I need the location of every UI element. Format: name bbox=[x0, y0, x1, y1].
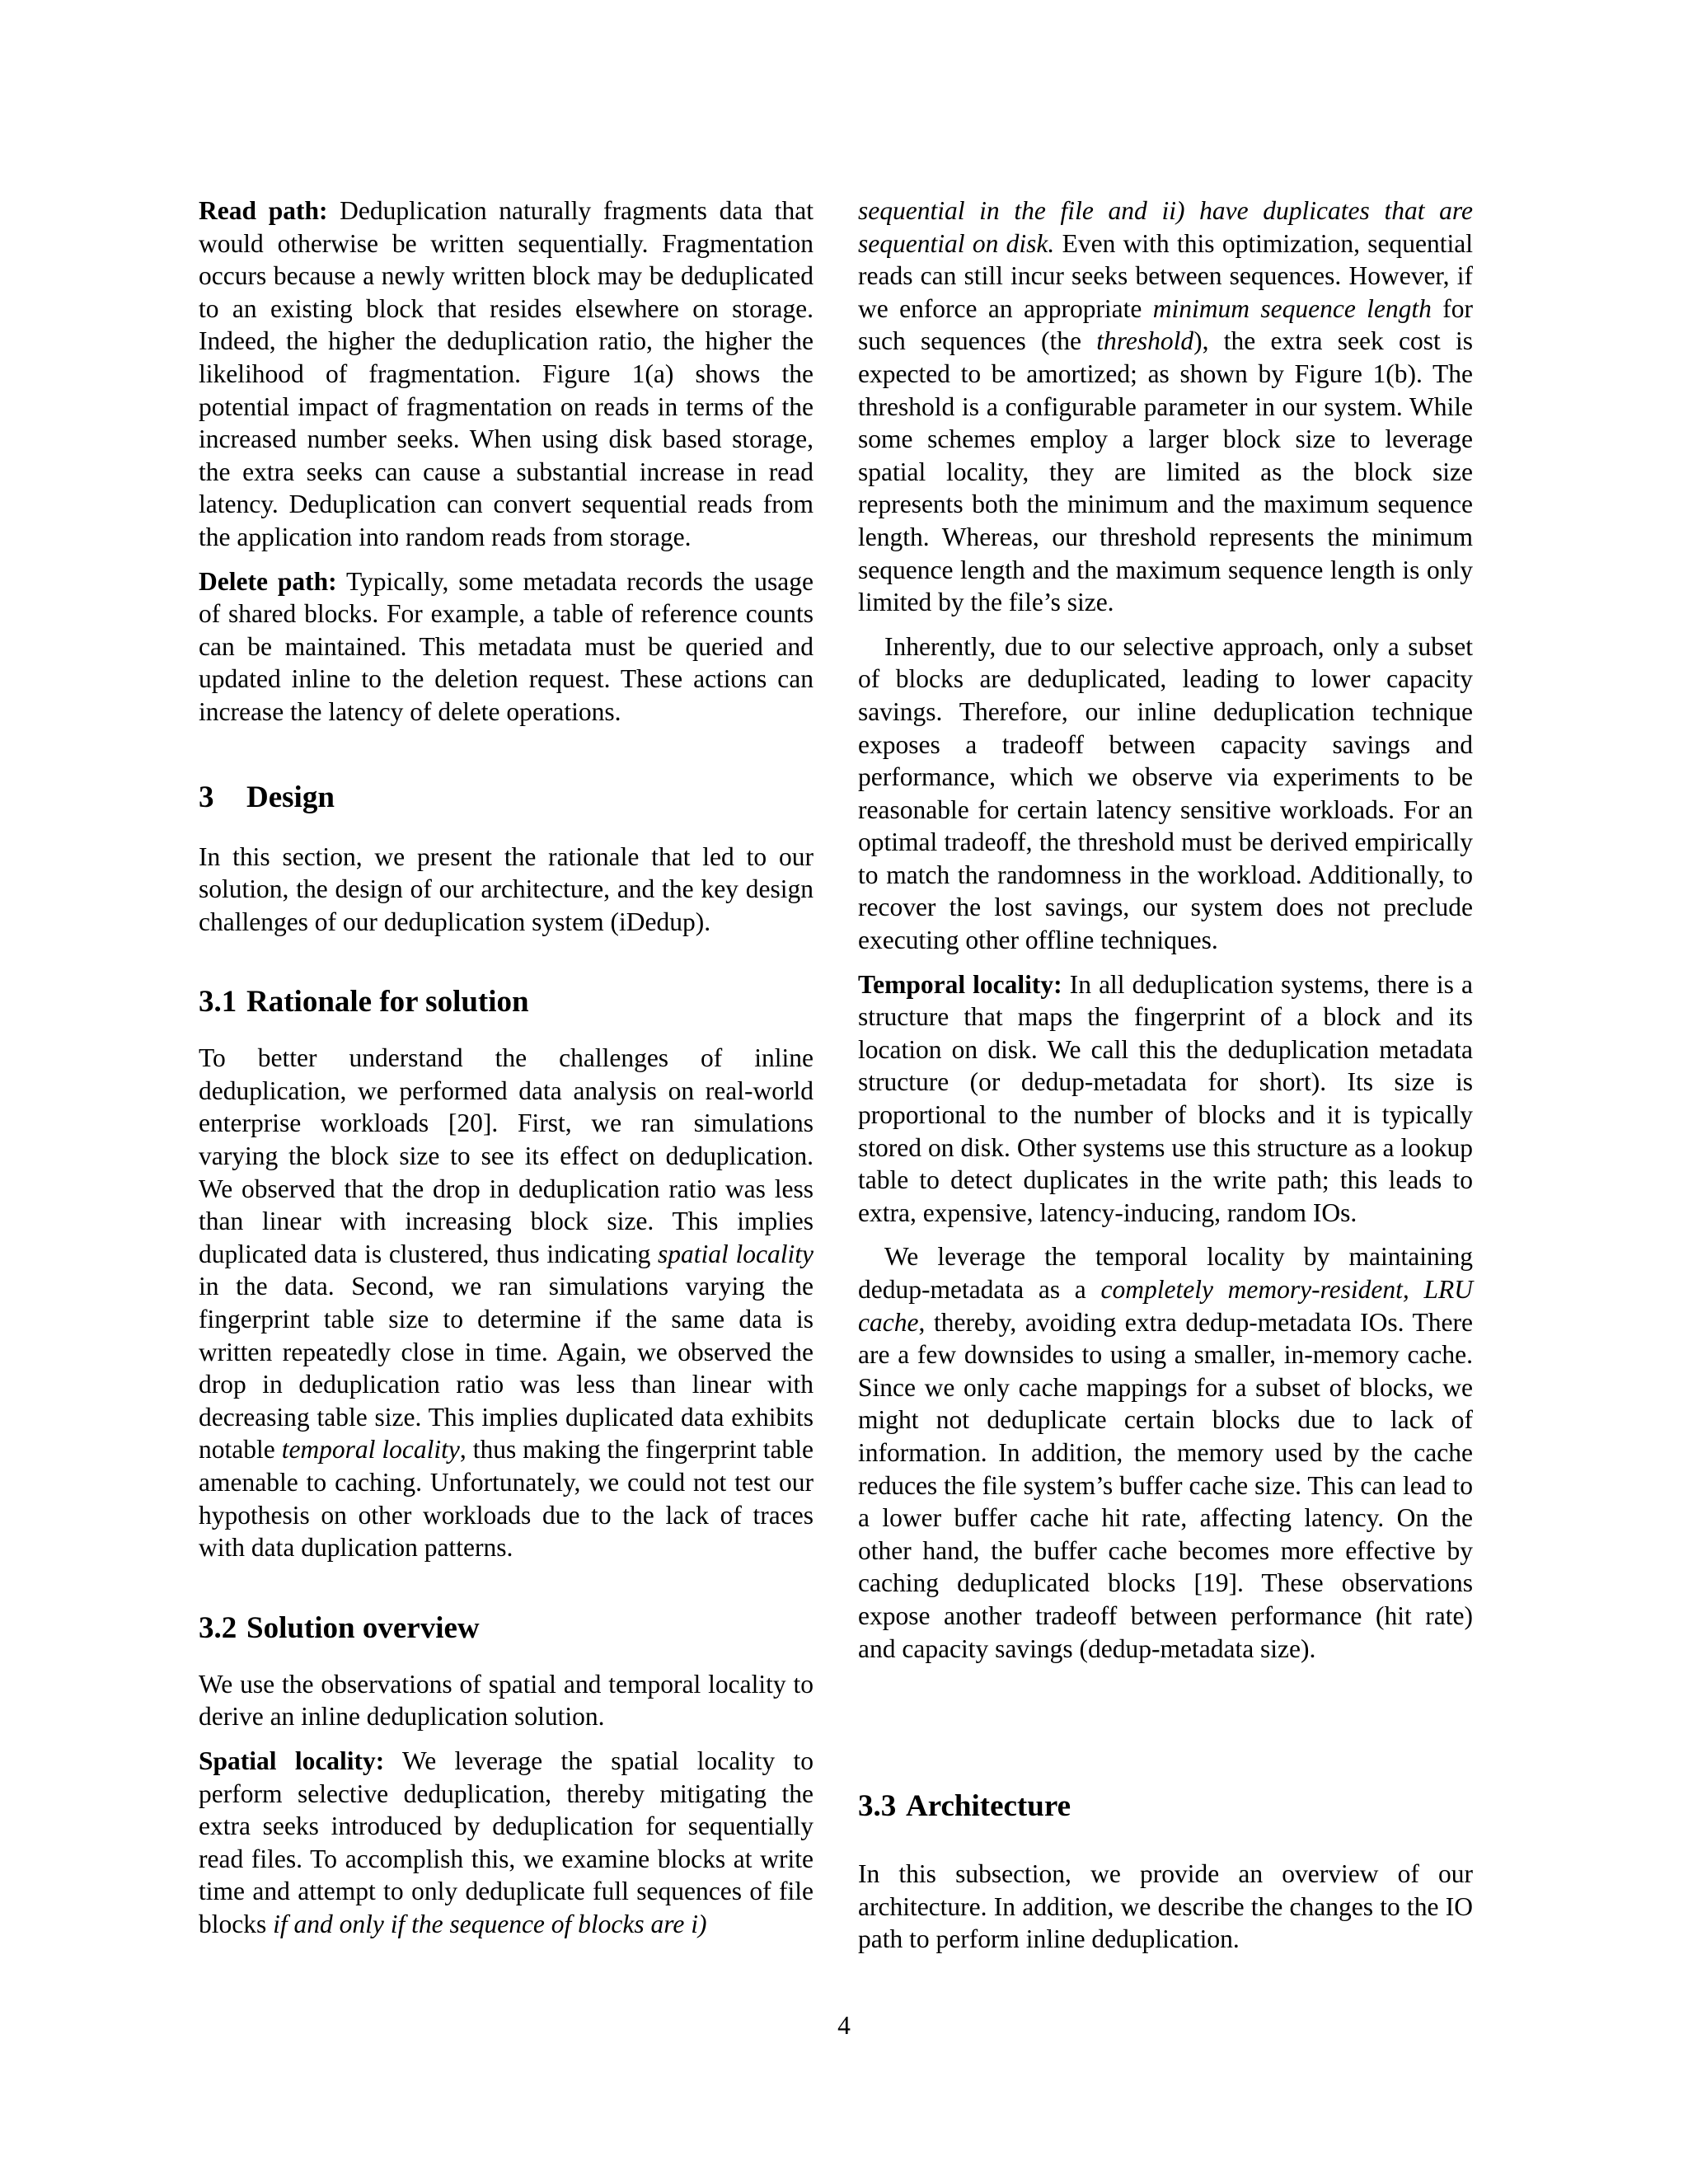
section-3-2-title: Solution overview bbox=[246, 1610, 480, 1645]
section-3-number: 3 bbox=[199, 780, 214, 814]
section-3-3-number: 3.3 bbox=[858, 1789, 897, 1824]
temporal-locality-label: Temporal locality: bbox=[858, 969, 1062, 999]
continued-text-b: for such sequences (the bbox=[858, 293, 1473, 356]
section-3-3-heading bbox=[858, 1788, 1473, 1825]
delete-path-paragraph bbox=[199, 565, 814, 729]
read-path-label: Read path: bbox=[199, 196, 328, 225]
leverage-em-cache: completely memory-resident, LRU cache bbox=[858, 1275, 1473, 1337]
continued-em-threshold: threshold bbox=[1096, 326, 1194, 356]
section-3-heading bbox=[199, 780, 814, 816]
spatial-locality-text: We leverage the spatial locality to perform selective deduplication, thereby mitigating the extra seeks introduced by deduplication for sequentially read files. To accomplish this, we examine blocks at write time and attempt to only deduplicate full sequences of file blocks bbox=[199, 1746, 814, 1938]
rationale-paragraph bbox=[199, 1042, 814, 1564]
spatial-locality-label: Spatial locality: bbox=[199, 1746, 385, 1775]
read-path-text: Deduplication naturally fragments data that would otherwise be written sequentially. Fragmentation occurs because a newly written block may be deduplicated to an existing block that resides elsewhere on storage. Indeed, the higher the deduplication ratio, the higher the likelihood of fragmentation. Figure 1(a) shows the potential impact of fragmentation on reads in terms of the increased number seeks. When using disk based storage, the extra seeks can cause a substantial increase in read latency. Deduplication can convert sequential reads from the application into random reads from storage. bbox=[199, 196, 814, 551]
section-3-title: Design bbox=[246, 780, 335, 814]
section-3-2-number: 3.2 bbox=[199, 1610, 237, 1645]
leverage-text-b: , thereby, avoiding extra dedup-metadata IOs. There are a few downsides to using a smaller, in-memory cache. Since we only cache mappings for a subset of blocks, we might not deduplicate certain blocks due to lack of information. In addition, the memory used by the cache reduces the file system’s buffer cache size. This can lead to a lower buffer cache hit rate, affecting latency. On the other hand, the buffer cache becomes more effective by caching deduplicated blocks [19]. These observations expose another tradeoff between performance (hit rate) and capacity savings (dedup-metadata size). bbox=[858, 1307, 1473, 1663]
delete-path-text: Typically, some metadata records the usage of shared blocks. For example, a table of reference counts can be maintained. This metadata must be queried and updated inline to the deletion request. These actions can increase the latency of delete operations. bbox=[199, 566, 814, 726]
leverage-text-a: We leverage the temporal locality by maintaining dedup-metadata as a bbox=[858, 1242, 1473, 1304]
section-3-1-number: 3.1 bbox=[199, 985, 237, 1019]
spatial-locality-continued bbox=[858, 194, 1473, 619]
delete-path-label: Delete path: bbox=[199, 566, 337, 596]
right-column bbox=[858, 194, 1473, 1967]
page-number: 4 bbox=[837, 2011, 851, 2040]
left-column bbox=[199, 194, 814, 1952]
rationale-em-temporal: temporal locality bbox=[281, 1435, 460, 1465]
section-3-1-heading bbox=[199, 984, 814, 1020]
spatial-locality-em: if and only if the sequence of blocks are i) bbox=[273, 1909, 707, 1938]
section-3-intro: In this section, we present the rationale that led to our solution, the design of our architecture, and the key design challenges of our deduplication system (iDedup). bbox=[199, 841, 814, 936]
architecture-intro: In this subsection, we provide an overview of our architecture. In addition, we describe the changes to the IO path to perform inline deduplication. bbox=[858, 1859, 1473, 1954]
rationale-text-2: in the data. Second, we ran simulations varying the fingerprint table size to determine if the same data is written repeatedly close in time. Again, we observed the drop in deduplication ratio was less than linear with decreasing table size. This implies duplicated data exhibits notable bbox=[199, 1272, 814, 1465]
inherently-paragraph: Inherently, due to our selective approach, only a subset of blocks are deduplicated, leading to lower capacity savings. Therefore, our inline deduplication technique exposes a tradeoff between capacity savings and performance, which we observe via experiments to be reasonable for certain latency sensitive workloads. For an optimal tradeoff, the threshold must be derived empirically to match the randomness in the workload. Additionally, to recover the lost savings, our system does not preclude executing other offline techniques. bbox=[858, 631, 1473, 955]
continued-em-min-seq: minimum sequence length bbox=[1152, 293, 1432, 323]
leverage-paragraph bbox=[858, 1240, 1473, 1665]
section-3-1-title: Rationale for solution bbox=[246, 985, 529, 1019]
spatial-locality-paragraph bbox=[199, 1745, 814, 1941]
rationale-em-spatial: spatial locality bbox=[658, 1239, 814, 1268]
read-path-paragraph bbox=[199, 194, 814, 554]
section-3-3-title: Architecture bbox=[906, 1789, 1071, 1824]
temporal-locality-paragraph bbox=[858, 968, 1473, 1230]
temporal-locality-text: In all deduplication systems, there is a structure that maps the fingerprint of a block and its location on disk. We call this the deduplication metadata structure (or dedup-metadata for short). Its size is proportional to the number of blocks and it is typically stored on disk. Other systems use this structure as a lookup table to detect duplicates in the write path; this leads to extra, expensive, latency-inducing, random IOs. bbox=[858, 969, 1473, 1227]
continued-em-sequential: sequential in the file and ii) have duplicates that are sequential on disk. bbox=[858, 196, 1473, 258]
continued-text-a: Even with this optimization, sequential reads can still incur seeks between sequences. However, if we enforce an appropriate bbox=[858, 228, 1474, 323]
solution-overview-intro: We use the observations of spatial and temporal locality to derive an inline deduplication solution. bbox=[199, 1669, 814, 1732]
section-3-2-heading bbox=[199, 1610, 814, 1647]
rationale-text-3: , thus making the fingerprint table amenable to caching. Unfortunately, we could not test our hypothesis on other workloads due to the lack of traces with data duplication patterns. bbox=[199, 1435, 814, 1563]
rationale-text-1: To better understand the challenges of inline deduplication, we performed data analysis on real-world enterprise workloads [20]. First, we ran simulations varying the block size to see its effect on deduplication. We observed that the drop in deduplication ratio was less than linear with increasing block size. This implies duplicated data is clustered, thus indicating bbox=[199, 1043, 814, 1268]
continued-text-c: ), the extra seek cost is expected to be amortized; as shown by Figure 1(b). The threshold is a configurable parameter in our system. While some schemes employ a larger block size to leverage spatial locality, they are limited as the block size represents both the minimum and the maximum sequence length. Whereas, our threshold represents the minimum sequence length and the maximum sequence length is only limited by the file’s size. bbox=[858, 326, 1474, 617]
